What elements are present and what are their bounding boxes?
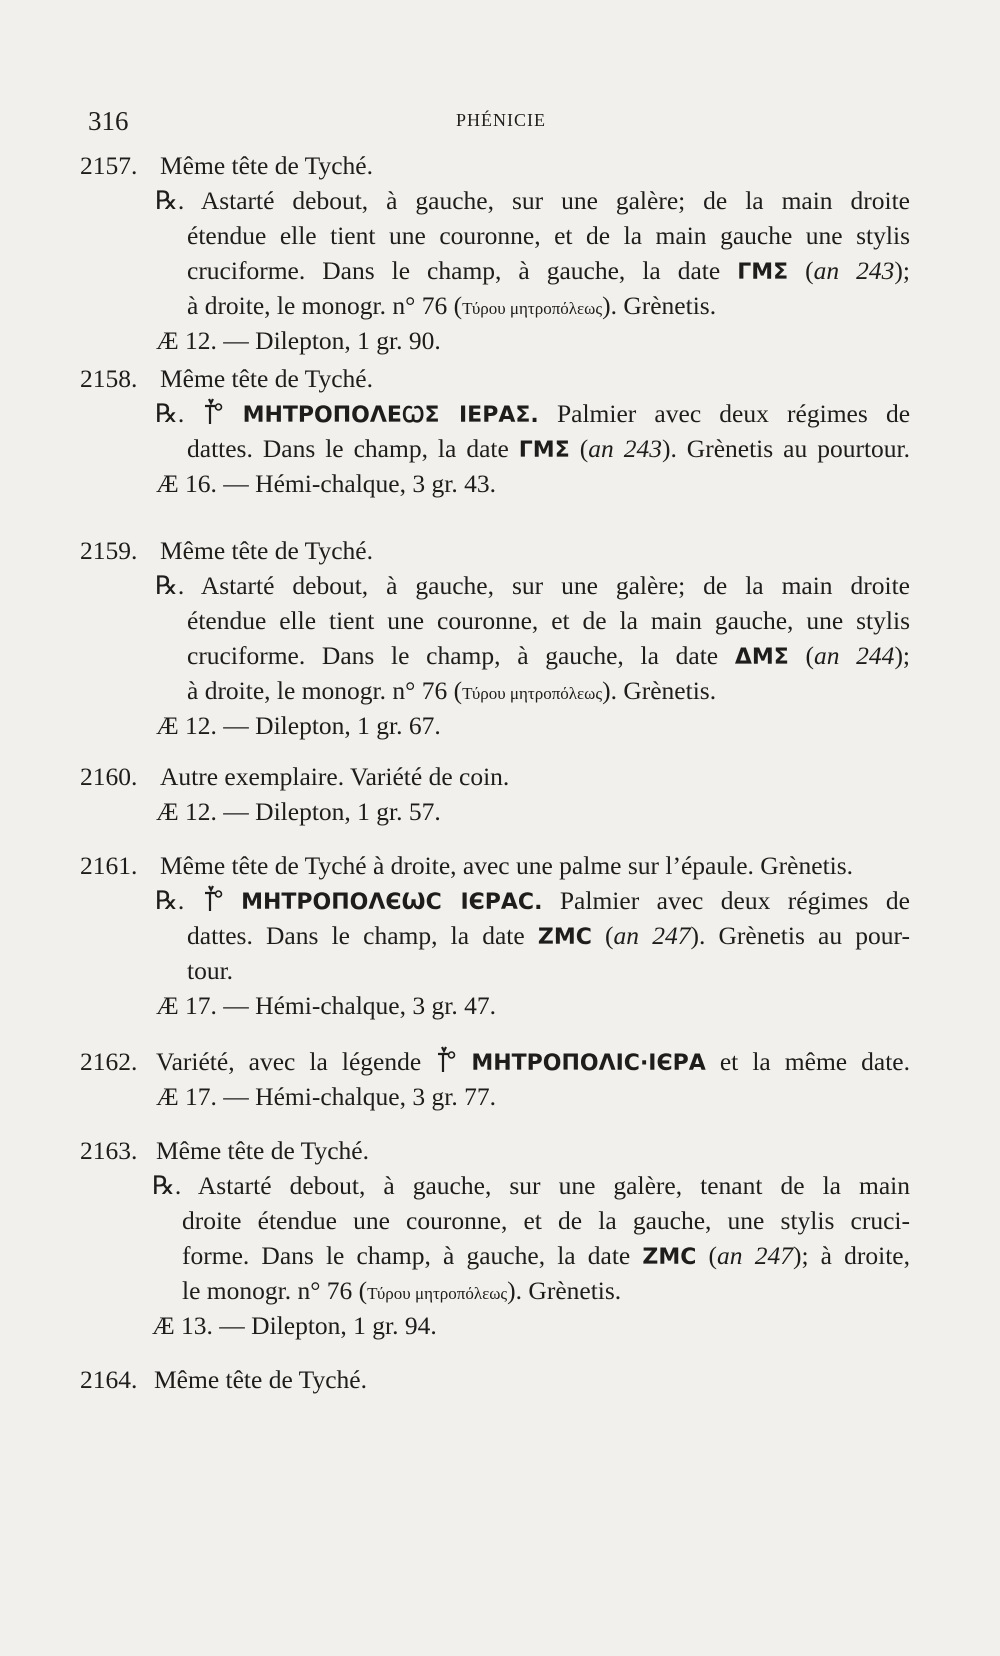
entry-text-line: cruciforme. Dans le champ, à gauche, la date ΔΜΣ (an 244); — [187, 641, 911, 670]
entry-reverse — [155, 883, 910, 920]
reverse-text: Astarté debout, à gauche, sur une galère, tenant de la main — [197, 1171, 911, 1200]
entry-obverse: Autre exemplaire. Variété de coin. — [160, 762, 510, 791]
reverse-symbol: ℞. — [155, 186, 185, 215]
reverse-text: Astarté debout, à gauche, sur une galère; de la main droite — [200, 571, 910, 600]
reverse-text: Astarté debout, à gauche, sur une galère; de la main droite — [200, 186, 910, 215]
metrology-line: Æ 13. — Dilepton, 1 gr. 94. — [152, 1311, 437, 1340]
entry-text-line: droite étendue une couronne, et de la gauche, une stylis cruci- — [182, 1206, 910, 1235]
entry-obverse: Même tête de Tyché. — [160, 536, 373, 565]
entry-text-line: le monogr. n° 76 (Τύρου μητροπόλεως). Grènetis. — [182, 1276, 622, 1305]
running-head: PHÉNICIE — [456, 110, 546, 130]
entry-obverse: Même tête de Tyché. — [156, 1136, 369, 1165]
entry-reverse — [155, 183, 910, 218]
entry-text-line: forme. Dans le champ, à gauche, la date ΖΜC (an 247); à droite, — [182, 1241, 911, 1270]
page-header — [88, 106, 914, 140]
date-legend: ΖΜC — [537, 925, 592, 950]
entry-number: 2162. — [80, 1047, 138, 1076]
entry-number: 2157. — [80, 151, 138, 180]
entry-number: 2160. — [80, 762, 138, 791]
entry-number: 2164. — [80, 1365, 138, 1394]
date-legend: ΓΜΣ — [518, 438, 570, 463]
date-legend: ΓΜΣ — [737, 260, 789, 285]
entry-text-line: dattes. Dans le champ, la date ΓΜΣ (an 243). Grènetis au pourtour. — [187, 434, 911, 463]
reverse-symbol: ℞. — [152, 1171, 182, 1200]
entry-text-line: dattes. Dans le champ, la date ΖΜC (an 247). Grènetis au pour- — [187, 921, 911, 950]
catalog-entry-2162 — [80, 1044, 910, 1114]
coin-legend: ΜΗΤΡΟΠΟΛЄѠC ΙЄΡΑC. — [241, 890, 543, 915]
greek-inscription: Τύρου μητροπόλεως — [462, 684, 603, 703]
entry-number: 2158. — [80, 364, 138, 393]
year: an 243 — [588, 434, 662, 463]
metrology-line: Æ 12. — Dilepton, 1 gr. 90. — [156, 326, 441, 355]
catalog-entry-2161 — [80, 848, 910, 1023]
coin-legend: ΜΗΤΡΟΠΟΛΕꞶΣ ΙΕΡΑΣ. — [242, 403, 539, 428]
reverse-text: Palmier avec deux régimes de — [556, 399, 911, 428]
metrology-line: Æ 12. — Dilepton, 1 gr. 67. — [156, 711, 441, 740]
entry-number: 2159. — [80, 536, 138, 565]
greek-inscription: Τύρου μητροπόλεως — [462, 299, 603, 318]
catalog-entry-2158 — [80, 361, 910, 501]
entry-obverse: Même tête de Tyché. — [160, 364, 373, 393]
greek-inscription: Τύρου μητροπόλεως — [367, 1284, 508, 1303]
entry-text-line: étendue elle tient une couronne, et de la main gauche, une stylis — [187, 606, 910, 635]
year: an 247 — [717, 1241, 793, 1270]
catalog-entry-2163 — [80, 1133, 910, 1343]
reverse-symbol: ℞. — [155, 886, 185, 915]
page-number: 316 — [88, 106, 129, 136]
year: an 243 — [813, 256, 895, 285]
entry-text-line: étendue elle tient une couronne, et de la main gauche une stylis — [187, 221, 910, 250]
reverse-text: Palmier avec deux régimes de — [559, 886, 910, 915]
entry-text-line: cruciforme. Dans le champ, à gauche, la date ΓΜΣ (an 243); — [187, 256, 910, 285]
entry-obverse: Même tête de Tyché. — [154, 1365, 367, 1394]
metrology-line: Æ 12. — Dilepton, 1 gr. 57. — [156, 797, 441, 826]
metrology-line: Æ 17. — Hémi-chalque, 3 gr. 77. — [156, 1082, 496, 1111]
entry-text-line: à droite, le monogr. n° 76 (Τύρου μητροπόλεως). Grènetis. — [187, 291, 717, 320]
catalog-entry-2160 — [80, 759, 910, 829]
entry-obverse: Même tête de Tyché. — [160, 151, 373, 180]
monogram-icon — [435, 1046, 457, 1074]
coin-legend: ΜΗΤΡΟΠΟΛΙC·ΙЄΡΑ — [471, 1051, 706, 1076]
catalog-entry-2157 — [80, 148, 910, 358]
entry-number: 2163. — [80, 1136, 138, 1165]
entry-reverse — [152, 1168, 910, 1203]
entry-reverse — [155, 396, 910, 433]
catalog-entry-2159 — [80, 533, 910, 743]
monogram-icon — [202, 885, 224, 913]
date-legend: ΖΜC — [642, 1245, 697, 1270]
monogram-icon — [202, 398, 224, 426]
metrology-line: Æ 16. — Hémi-chalque, 3 gr. 43. — [156, 469, 496, 498]
entry-text-line: tour. — [187, 956, 234, 985]
entry-obverse: Même tête de Tyché à droite, avec une palme sur l’épaule. Grènetis. — [160, 851, 854, 880]
entry-reverse — [155, 568, 910, 603]
entry-text-line: à droite, le monogr. n° 76 (Τύρου μητροπόλεως). Grènetis. — [187, 676, 717, 705]
reverse-symbol: ℞. — [155, 571, 185, 600]
catalog-entry-2164 — [80, 1362, 910, 1397]
entry-obverse: Variété, avec la légende ΜΗΤΡΟΠΟΛΙC·ΙЄΡΑ et la même date. — [156, 1047, 911, 1076]
entry-number: 2161. — [80, 851, 138, 880]
date-legend: ΔΜΣ — [734, 645, 789, 670]
year: an 244 — [813, 641, 895, 670]
metrology-line: Æ 17. — Hémi-chalque, 3 gr. 47. — [156, 991, 496, 1020]
year: an 247 — [613, 921, 691, 950]
reverse-symbol: ℞. — [155, 399, 185, 428]
